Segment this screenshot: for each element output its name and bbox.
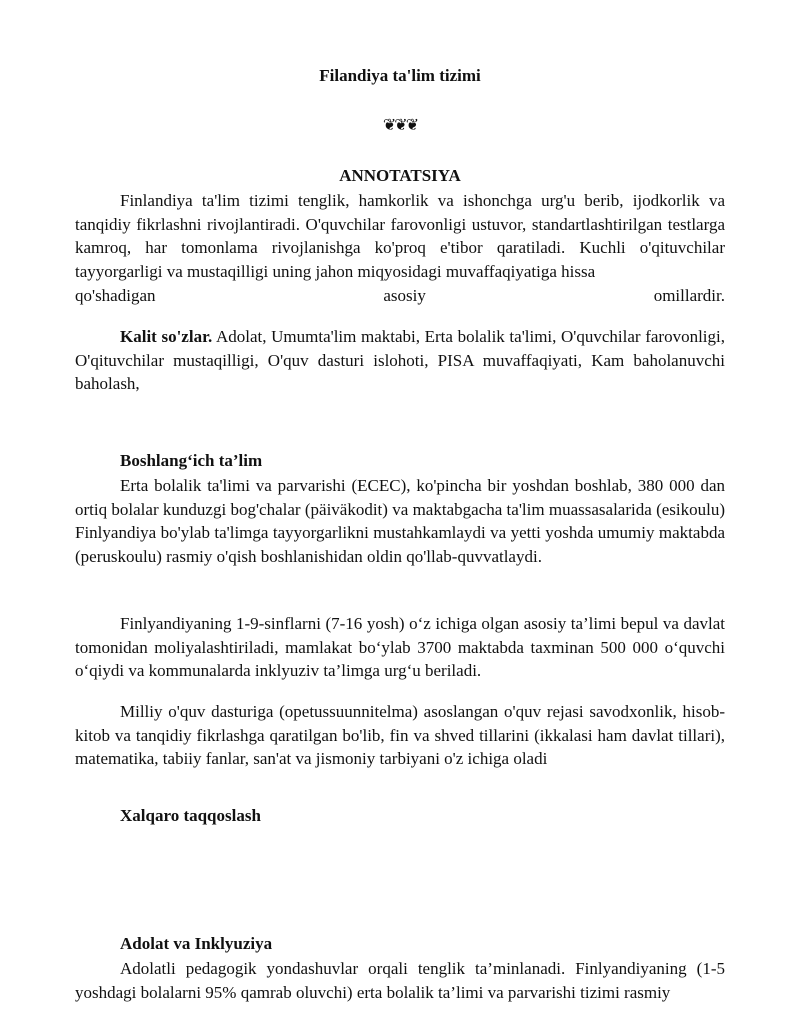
equity-paragraph-1: Adolatli pedagogik yondashuvlar orqali tenglik ta’minlanadi. Finlyandiyaning (1-5 yoshdagi bolalarni 95% qamrab oluvchi) erta bolalik ta’limi va parvarishi tizimi rasmiy — [75, 959, 725, 1002]
annotation-body — [75, 189, 725, 283]
primary-paragraph-2: Finlyandiyaning 1-9-sinflarni (7-16 yosh) o‘z ichiga olgan asosiy ta’limi bepul va davlat tomonidan moliyalashtiriladi, mamlakat bo‘ylab 3700 maktabda taxminan 500 000 o‘quvchi o‘qiydi va kommunalarda inklyuziv ta’limga urg‘u beriladi. — [75, 614, 725, 680]
document-title: Filandiya ta'lim tizimi — [319, 66, 481, 85]
section-heading-international: Xalqaro taqqoslash — [120, 806, 261, 825]
keywords-text: Adolat, Umumta'lim maktabi, Erta bolalik ta'limi, O'quvchilar farovonligi, O'qituvchilar mustaqilligi, O'quv dasturi islohoti, PISA muvaffaqiyati, Kam baholanuvchi baholash, — [75, 327, 725, 393]
keywords-paragraph — [75, 325, 725, 396]
primary-paragraph-3: Milliy o'quv dasturiga (opetussuunnitelma) asoslangan o'quv rejasi savodxonlik, hisob-kitob va tanqidiy fikrlashga qaratilgan bo'lib, fin va shved tillarini (ikkalasi ham davlat tillari), matematika, tabiiy fanlar, san'at va jismoniy tarbiyani o'z ichiga oladi — [75, 702, 725, 768]
section-heading-equity: Adolat va Inklyuziya — [120, 934, 273, 953]
keywords-label: Kalit so'zlar. — [120, 327, 213, 346]
section-heading-primary: Boshlang‘ich ta’lim — [120, 451, 263, 470]
annotation-last-line: qo'shadigan asosiy omillardir. — [75, 286, 725, 305]
ornament-icon: ❦❦❦ — [382, 117, 418, 134]
annotation-heading: ANNOTATSIYA — [339, 166, 461, 185]
primary-paragraph-1: Erta bolalik ta'limi va parvarishi (ECEC), ko'pincha bir yoshdan boshlab, 380 000 dan ortiq bolalar kunduzgi bog'chalar (päiväkodit) va maktabgacha ta'lim muassasalarida (esikoulu) Finlyandiya bo'ylab ta'limga tayyorgarlikni mustahkamlaydi va yetti yoshda umumiy maktabda (peruskoulu) rasmiy o'qish boshlanishidan oldin qo'llab-quvvatlaydi. — [75, 476, 725, 566]
annotation-text: Finlandiya ta'lim tizimi tenglik, hamkorlik va ishonchga urg'u berib, ijodkorlik va tanqidiy fikrlashni rivojlantiradi. O'quvchilar farovonligi ustuvor, standartlashtirilgan testlarga kamroq, har tomonlama rivojlanishga ko'proq e'tibor qaratiladi. Kuchli o'qituvchilar tayyorgarligi va mustaqilligi uning jahon miqyosidagi muvaffaqiyatiga hissa — [75, 191, 725, 281]
